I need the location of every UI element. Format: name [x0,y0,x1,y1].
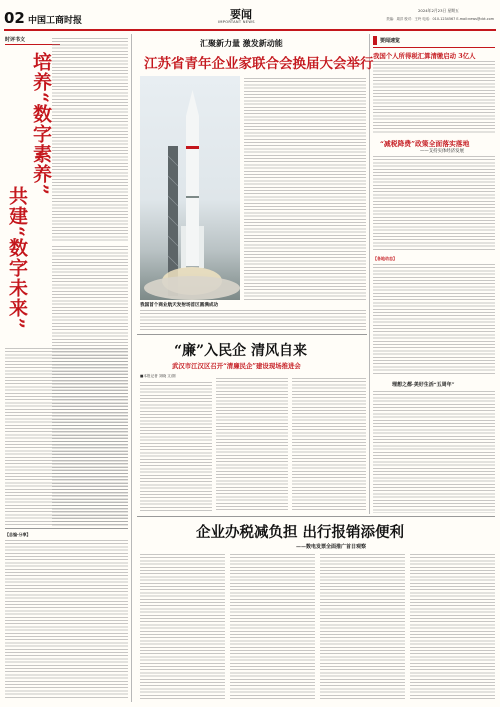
vertical-headline-1: 培养“数字素养” [30,52,52,196]
bottom-body-col3 [320,554,405,700]
vertical-headline-2: 共建“数字未来” [6,186,28,330]
date-line: 2024年2月23日 星期五 [418,8,459,13]
integrity-body-col3 [292,378,366,512]
integrity-subheadline: 武汉市江汉区召开“清廉民企”建设现场推进会 [172,362,301,370]
bottom-story-headline: 企业办税减负担 出行报销添便利 [196,524,405,541]
page-number: 02 [4,9,25,27]
column-separator [369,34,370,514]
story-divider [137,334,367,335]
bottom-body-col1 [140,554,225,700]
section-title: 要闻 [230,8,252,21]
column-separator [131,34,132,702]
right-headline-1: 我国个人所得税汇算清缴启动 3亿人 [373,52,476,60]
right-headline-2: “减税降费”政策全面落实落地 [380,140,470,148]
bottom-story-rule [137,516,495,517]
main-story-kicker: 汇聚新力量 激发新动能 [200,38,283,48]
main-story-body [244,78,366,300]
right-column-rule [373,47,495,48]
right-headline-3: 理想之都·美好生活“五周年” [392,382,455,388]
right-column-label-bar [373,36,377,45]
right-body-3 [373,264,495,376]
left-column-divider [5,528,128,529]
integrity-byline: ■本报记者 刘晓 文/图 [140,374,176,378]
integrity-body-col1 [140,382,212,512]
bottom-story-subheadline: ——数电发票全面推广首日观察 [296,544,367,550]
right-body-1 [373,61,495,133]
left-column-body [52,38,128,243]
paper-name: 中国工商时报 [28,16,83,26]
right-subheadline-2: ——支持实体经济发展 [420,149,464,154]
left-column-label: 时评书文 [5,37,26,43]
photo-caption: 我国首个商业航天发射场首区圆满成功 [140,303,219,308]
masthead-rule [4,29,496,31]
section-subtitle: IMPORTANT NEWS [218,20,255,24]
right-column-label: 要闻速览 [380,38,401,44]
right-body-4 [373,391,495,513]
main-story-headline: 江苏省青年企业家联合会换届大会举行 [144,56,374,72]
bottom-body-col4 [410,554,495,700]
rocket-launch-photo [140,76,240,300]
left-column-body-bottom [5,348,128,526]
photo-caption-body [140,310,366,330]
right-brief-label: 【各地动态】 [373,256,397,261]
bottom-body-col2 [230,554,315,700]
right-body-2 [373,156,495,252]
integrity-headline: “廉”入民企 清风自来 [174,343,307,359]
left-column-footer-body [5,540,128,700]
edit-line: 责编：周洋 校对：王玲 电话：010-1234567 E-mail:news@cbt.com [386,17,494,21]
masthead [4,6,496,28]
left-column-footer-label: 【总编·分享】 [5,532,31,537]
integrity-body-col2 [216,378,288,512]
